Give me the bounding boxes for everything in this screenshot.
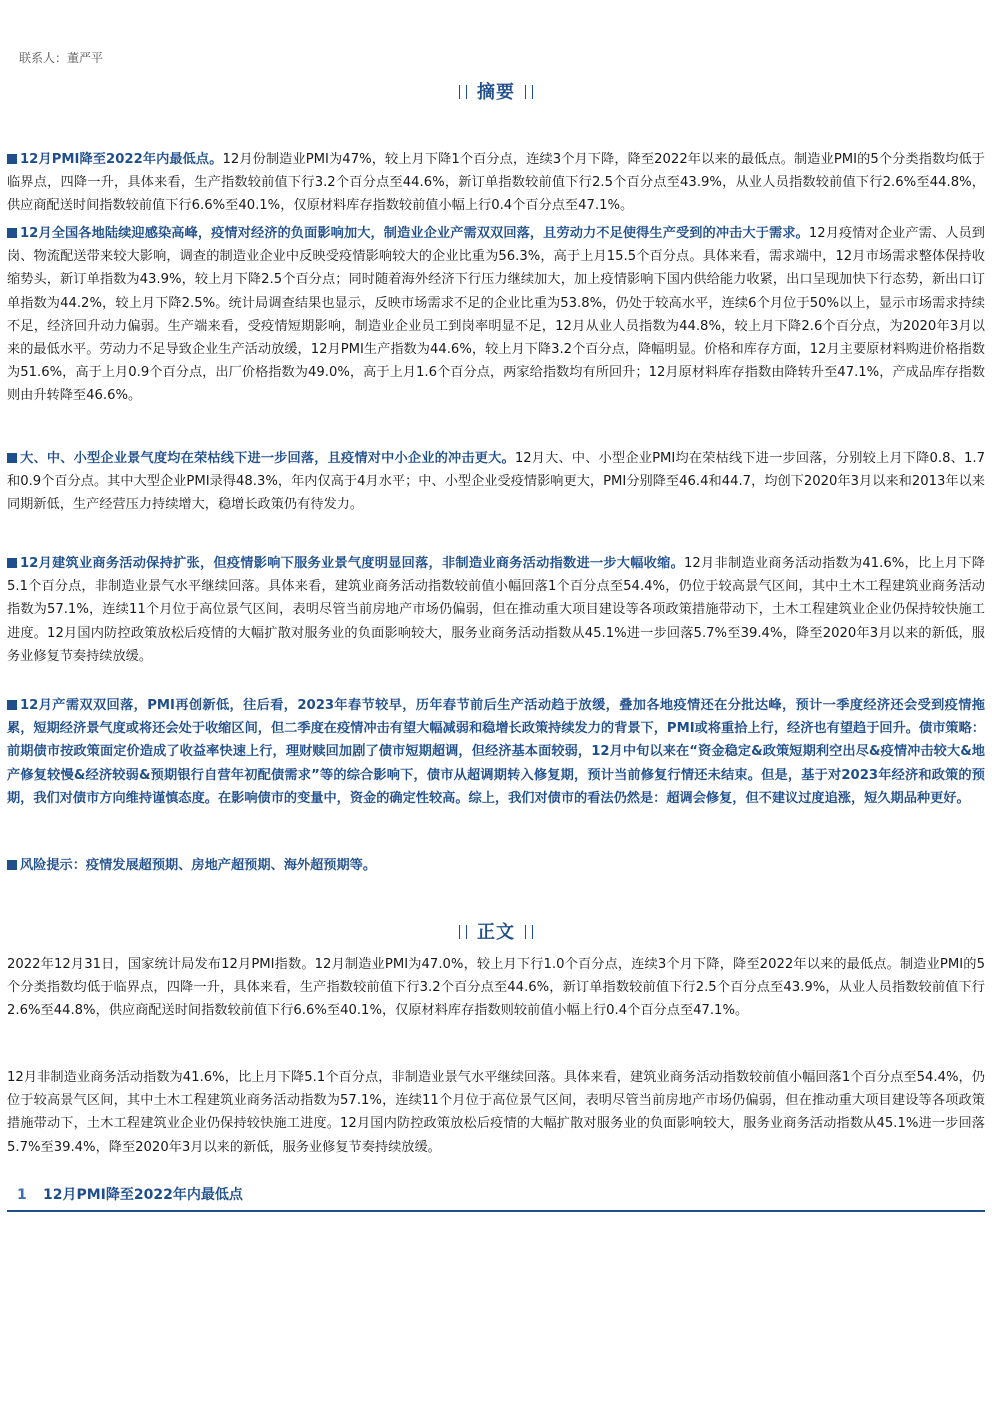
bullet-square-icon: [7, 860, 17, 870]
section-heading: [7, 1184, 985, 1212]
title-bar-right-icon: [525, 85, 533, 99]
summary-paragraph-4: [7, 552, 985, 668]
bullet-square-icon: [7, 558, 17, 568]
section-heading-title: 12月PMI降至2022年内最低点: [43, 1187, 243, 1203]
body-paragraph-1: 2022年12月31日，国家统计局发布12月PMI指数。12月制造业PMI为47.0%，较上月下行1.0个百分点，连续3个月下降，降至2022年以来的最低点。制造业PMI的5个分类指数均低于临界点，四降一升，具体来看，生产指数较前值下行3.2个百分点至44.6%，新订单指数较前值下行2.5个百分点至43.9%，从业人员指数较前值下行2.6%至44.8%，供应商配送时间指数较前值下行6.6%至40.1%，仅原材料库存指数则较前值小幅上行0.4个百分点至47.1%。: [7, 957, 985, 1019]
summary-lead-1: 12月PMI降至2022年内最低点。: [20, 152, 223, 167]
summary-text-1: 12月份制造业PMI为47%，较上月下降1个百分点，连续3个月下降，降至2022年以来的最低点。制造业PMI的5个分类指数均低于临界点，四降一升，具体来看，生产指数较前值下行3.2个百分点至44.6%，新订单指数较前值下行2.5个百分点至43.9%，从业人员指数较前值下行2.6%至44.8%，供应商配送时间指数较前值下行6.6%至40.1%，仅原材料库存指数较前值小幅上行0.4个百分点至47.1%。: [7, 152, 985, 214]
contact-person: 联系人：董严平: [19, 51, 104, 65]
summary-text-2: 12月疫情对企业产需、人员到岗、物流配送带来较大影响，调查的制造业企业中反映受疫情影响较大的企业比重为56.3%，高于上月15.5个百分点。具体来看，需求端中，12月市场需求整体保持收缩势头，新订单指数为43.9%，较上月下降2.5个百分点；同时随着海外经济下行压力继续加大，加上疫情影响下国内供给能力收紧，出口呈现加快下行态势，新出口订单指数为44.2%，较上月下降2.5%。统计局调查结果也显示，反映市场需求不足的企业比重为53.8%，仍处于较高水平，连续6个月位于50%以上，显示市场需求持续不足，经济回升动力偏弱。生产端来看，受疫情短期影响，制造业企业员工到岗率明显不足，12月从业人员指数为44.8%，较上月下降2.6个百分点，为2020年3月以来的最低水平。劳动力不足导致企业生产活动放缓，12月PMI生产指数为44.6%，较上月下降3.2个百分点，降幅明显。价格和库存方面，12月主要原材料购进价格指数为51.6%，高于上月0.9个百分点，出厂价格指数为49.0%，高于上月1.6个百分点，两家给指数均有所回升；12月原材料库存指数由降转升至47.1%，产成品库存指数则由升转降至46.6%。: [7, 226, 985, 404]
body-paragraph-2: 12月非制造业商务活动指数为41.6%，比上月下降5.1个百分点，非制造业景气水平继续回落。具体来看，建筑业商务活动指数较前值小幅回落1个百分点至54.4%，仍位于较高景气区间，其中土木工程建筑业商务活动指数为57.1%，连续11个月位于高位景气区间，表明尽管当前房地产市场仍偏弱，但在推动重大项目建设等各项政策措施带动下，土木工程建筑业企业仍保持较快施工进度。12月国内防控政策放松后疫情的大幅扩散对服务业的负面影响较大，服务业商务活动指数从45.1%进一步回落5.7%至39.4%，降至2020年3月以来的新低，服务业修复节奏持续放缓。: [7, 1070, 985, 1155]
summary-paragraph-3: [7, 447, 985, 517]
bullet-square-icon: [7, 453, 17, 463]
body-title-text: 正文: [477, 922, 515, 943]
summary-paragraph-2: [7, 222, 985, 408]
section-heading-number: 1: [17, 1187, 27, 1203]
risk-warning: [7, 854, 985, 877]
bullet-square-icon: [7, 228, 17, 238]
summary-text-4: 12月非制造业商务活动指数为41.6%，比上月下降5.1个百分点，非制造业景气水平继续回落。具体来看，建筑业商务活动指数较前值小幅回落1个百分点至54.4%，仍位于较高景气区间，其中土木工程建筑业商务活动指数为57.1%，连续11个月位于高位景气区间，表明尽管当前房地产市场仍偏弱，但在推动重大项目建设等各项政策措施带动下，土木工程建筑业企业仍保持较快施工进度。12月国内防控政策放松后疫情的大幅扩散对服务业的负面影响较大，服务业商务活动指数从45.1%进一步回落5.7%至39.4%，降至2020年3月以来的新低，服务业修复节奏持续放缓。: [7, 556, 985, 664]
title-bar-left-icon: [459, 925, 467, 939]
title-bar-left-icon: [459, 85, 467, 99]
title-bar-right-icon: [525, 925, 533, 939]
risk-warning-text: 风险提示：疫情发展超预期、房地产超预期、海外超预期等。: [20, 858, 377, 873]
summary-lead-4: 12月建筑业商务活动保持扩张，但疫情影响下服务业景气度明显回落，非制造业商务活动指数进一步大幅收缩。: [20, 556, 685, 571]
summary-title: [7, 78, 985, 104]
summary-paragraph-5: [7, 694, 985, 810]
bullet-square-icon: [7, 700, 17, 710]
summary-title-text: 摘要: [477, 82, 515, 103]
summary-paragraph-1: [7, 148, 985, 218]
body-title: [7, 918, 985, 944]
summary-lead-2: 12月全国各地陆续迎感染高峰，疫情对经济的负面影响加大，制造业企业产需双双回落，且劳动力不足使得生产受到的冲击大于需求。: [20, 226, 809, 241]
summary-text-3: 12月大、中、小型企业PMI均在荣枯线下进一步回落，分别较上月下降0.8、1.7和0.9个百分点。其中大型企业PMI录得48.3%，年内仅高于4月水平；中、小型企业受疫情影响更大，PMI分别降至46.4和44.7，均创下2020年3月以来和2013年以来同期新低，生产经营压力持续增大，稳增长政策仍有待发力。: [7, 451, 986, 513]
bullet-square-icon: [7, 154, 17, 164]
summary-lead-5: 12月产需双双回落，PMI再创新低，往后看，2023年春节较早，历年春节前后生产活动趋于放缓，叠加各地疫情还在分批达峰，预计一季度经济还会受到疫情拖累，短期经济景气度或将还会处于收缩区间，但二季度在疫情冲击有望大幅减弱和稳增长政策持续发力的背景下，PMI或将重拾上行，经济也有望趋于回升。债市策略：前期债市按政策面定价造成了收益率快速上行，理财赎回加剧了债市短期超调，但经济基本面较弱，12月中旬以来在“资金稳定&政策短期利空出尽&疫情冲击较大&地产修复较慢&经济较弱&预期银行自营年初配债需求”等的综合影响下，债市从超调期转入修复期，预计当前修复行情还未结束。但是，基于对2023年经济和政策的预期，我们对债市方向维持谨慎态度。在影响债市的变量中，资金的确定性较高。综上，我们对债市的看法仍然是：超调会修复，但不建议过度追涨，短久期品种更好。: [7, 698, 985, 806]
summary-lead-3: 大、中、小型企业景气度均在荣枯线下进一步回落，且疫情对中小企业的冲击更大。: [20, 451, 515, 466]
